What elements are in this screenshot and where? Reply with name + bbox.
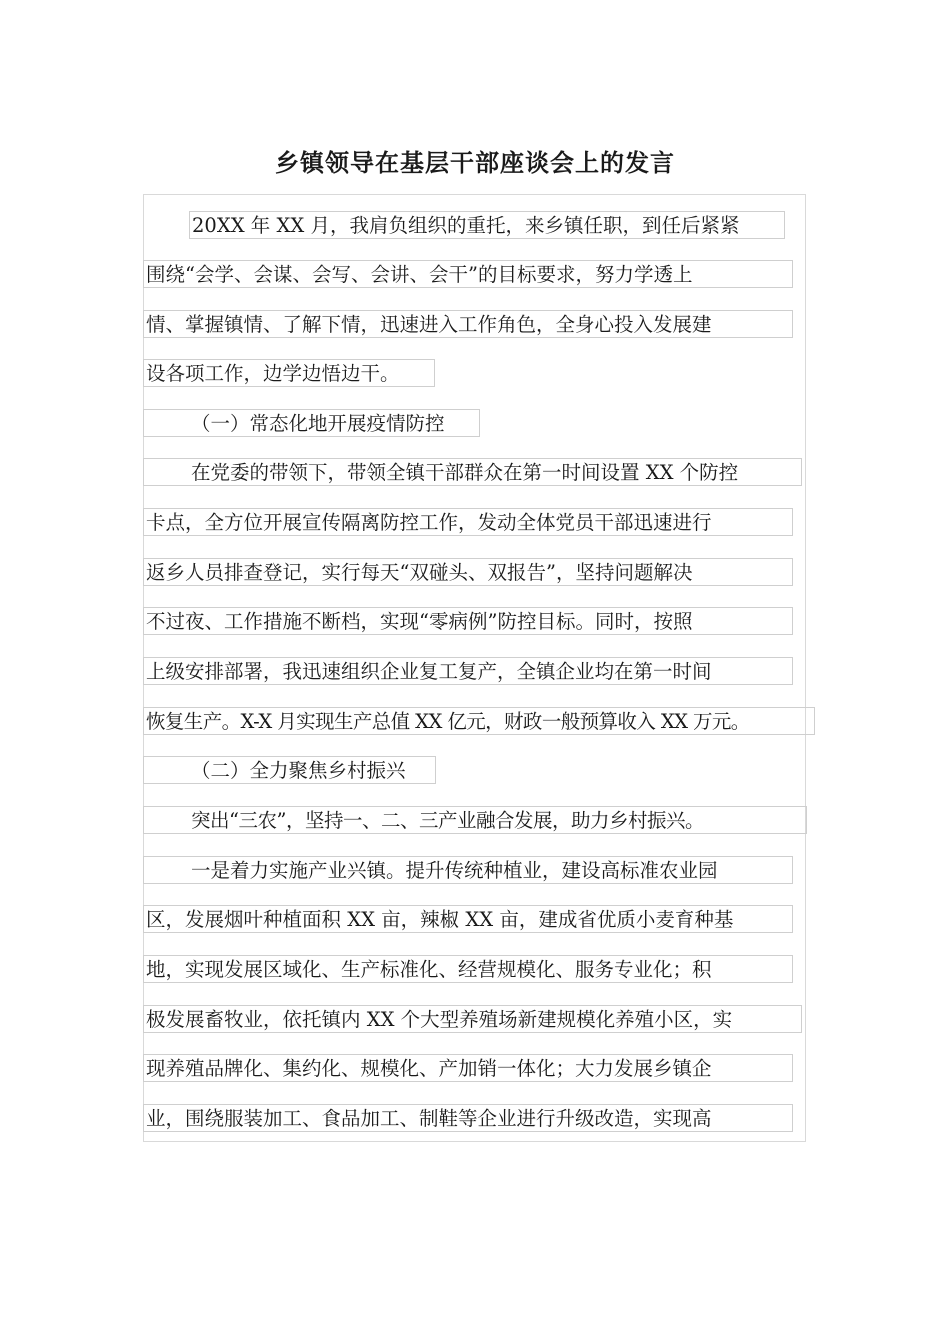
text-line: 现养殖品牌化、集约化、规模化、产加销一体化；大力发展乡镇企: [143, 1054, 793, 1082]
section-heading: （二）全力聚焦乡村振兴: [143, 756, 436, 784]
text-line: 情、掌握镇情、了解下情，迅速进入工作角色，全身心投入发展建: [143, 310, 793, 338]
text-line: 返乡人员排查登记，实行每天“双碰头、双报告”，坚持问题解决: [143, 558, 793, 586]
section-heading: （一）常态化地开展疫情防控: [143, 409, 480, 437]
text-line: 不过夜、工作措施不断档，实现“零病例”防控目标。同时，按照: [143, 607, 793, 635]
text-line: 一是着力实施产业兴镇。提升传统种植业，建设高标准农业园: [143, 856, 793, 884]
text-line: 恢复生产。X-X 月实现生产总值 XX 亿元，财政一般预算收入 XX 万元。: [143, 707, 815, 735]
text-line: 设各项工作，边学边悟边干。: [143, 359, 435, 387]
page-title: 乡镇领导在基层干部座谈会上的发言: [275, 148, 675, 177]
text-line: 极发展畜牧业，依托镇内 XX 个大型养殖场新建规模化养殖小区，实: [143, 1005, 802, 1033]
text-line: 卡点，全方位开展宣传隔离防控工作，发动全体党员干部迅速进行: [143, 508, 793, 536]
text-line: 地，实现发展区域化、生产标准化、经营规模化、服务专业化；积: [143, 955, 793, 983]
text-line: 在党委的带领下，带领全镇干部群众在第一时间设置 XX 个防控: [143, 458, 802, 486]
text-line: 区，发展烟叶种植面积 XX 亩，辣椒 XX 亩，建成省优质小麦育种基: [143, 905, 793, 933]
text-line: 20XX 年 XX 月，我肩负组织的重托，来乡镇任职，到任后紧紧: [189, 211, 785, 239]
text-line: 上级安排部署，我迅速组织企业复工复产，全镇企业均在第一时间: [143, 657, 793, 685]
text-line: 突出“三农”，坚持一、二、三产业融合发展，助力乡村振兴。: [143, 806, 807, 834]
text-line: 围绕“会学、会谋、会写、会讲、会干”的目标要求，努力学透上: [143, 260, 793, 288]
text-line: 业，围绕服装加工、食品加工、制鞋等企业进行升级改造，实现高: [143, 1104, 793, 1132]
